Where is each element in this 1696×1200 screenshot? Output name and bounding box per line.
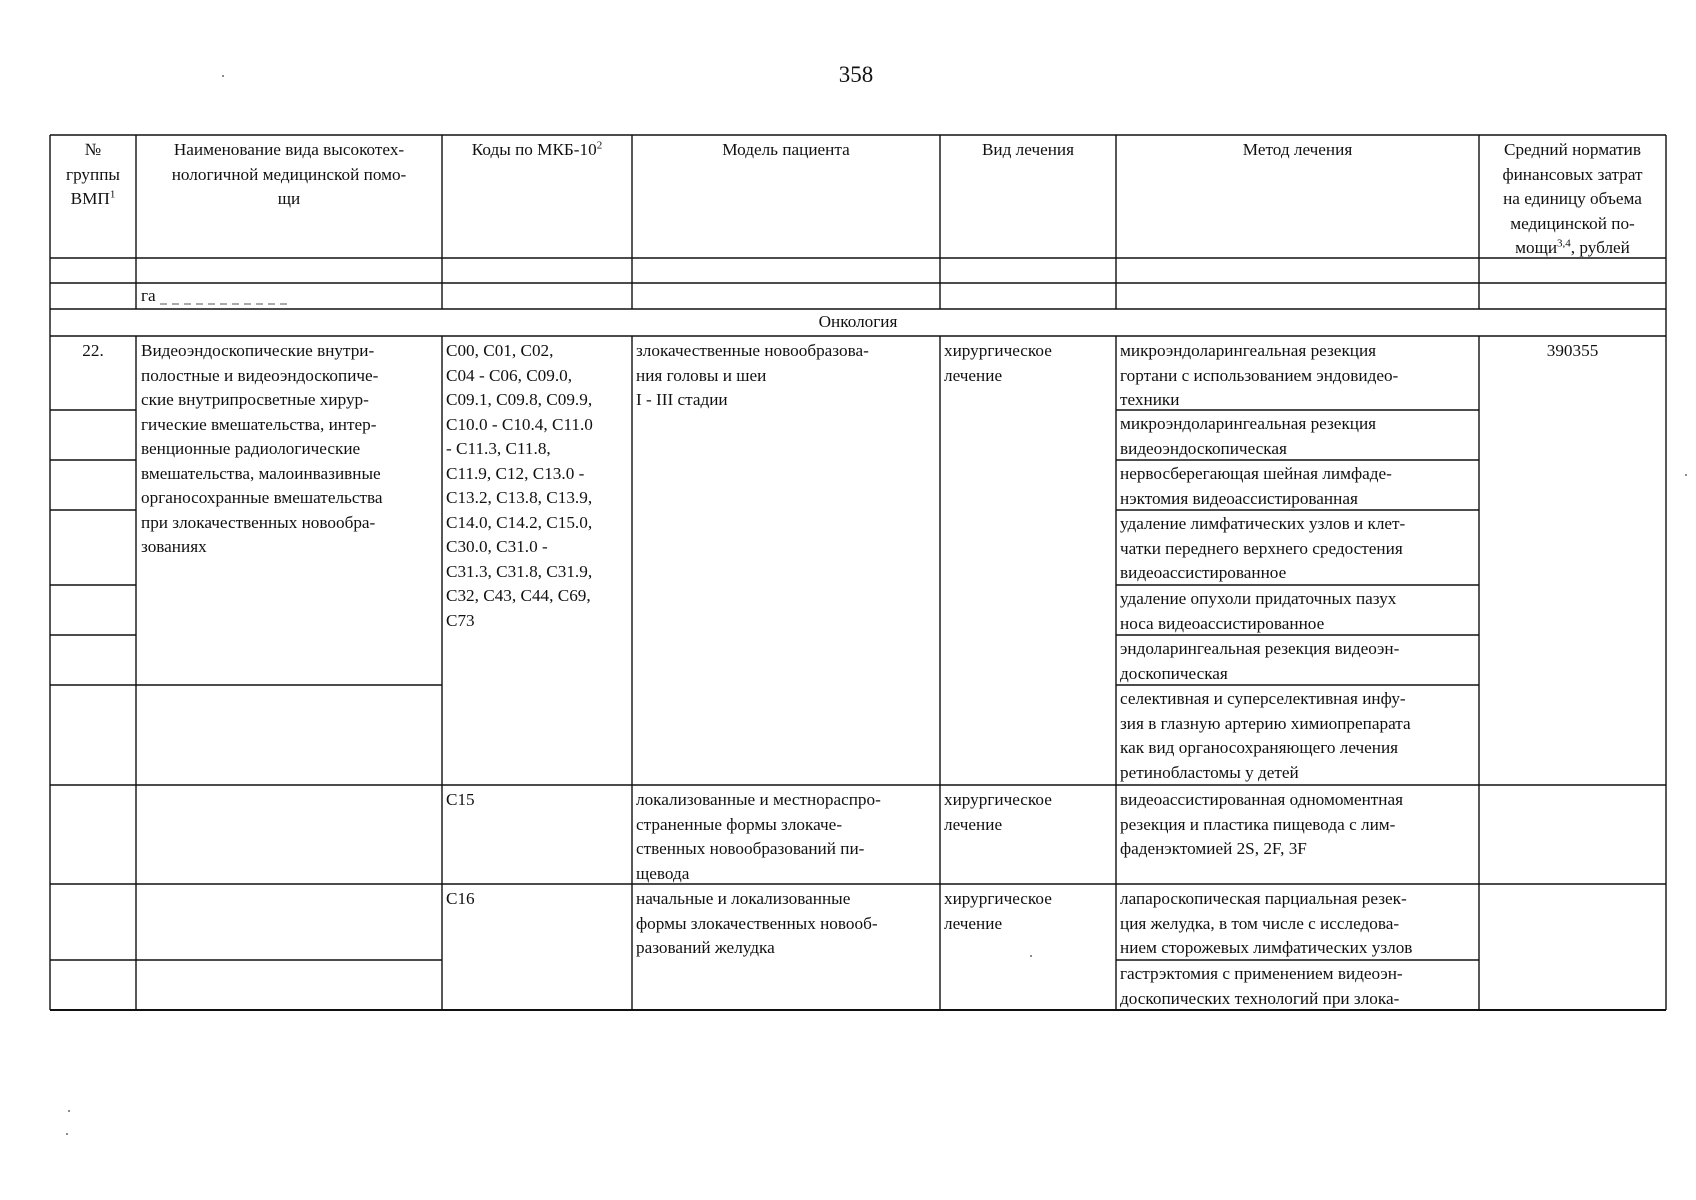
page-number: 358	[838, 62, 874, 87]
group-average-cost: 390355	[1546, 341, 1599, 360]
group-number: 22.	[82, 341, 104, 360]
patient-model: локализованные и местнораспро- страненные формы злокаче- ственных новообразований пи- щевода	[636, 790, 881, 883]
header-patient-model: Модель пациента	[722, 140, 850, 159]
group-care-name: Видеоэндоскопические внутри- полостные и видеоэндоскопиче- ские внутрипросветные хирур- гические вмешательства, интер- венционные радиологические вмешательства, малоинвазивные органосохранные вмешательства при злокачественных новообра- зованиях	[141, 341, 383, 556]
patient-model: начальные и локализованные формы злокачественных новооб- разований желудка	[636, 889, 878, 957]
header-group-number: № группы ВМП$^1$	[66, 140, 120, 208]
patient-model: злокачественные новообразова- ния головы и шеи I - III стадии	[636, 341, 869, 409]
treatment-method: микроэндоларингеальная резекция гортани с использованием эндовидео- техники	[1120, 341, 1399, 409]
treatment-method: нервосберегающая шейная лимфаде- нэктомия видеоассистированная	[1120, 464, 1392, 508]
header-treatment-method: Метод лечения	[1242, 140, 1353, 159]
scan-speck	[68, 1110, 70, 1112]
treatment-method: эндоларингеальная резекция видеоэн- доскопическая	[1120, 639, 1400, 683]
treatment-method: лапароскопическая парциальная резек- ция желудка, в том числе с исследова- нием сторожевых лимфатических узлов	[1120, 889, 1413, 957]
scan-speck	[222, 75, 224, 77]
section-title: Онкология	[818, 312, 898, 331]
treatment-method: селективная и суперселективная инфу- зия в глазную артерию химиопрепарата как вид органосохраняющего лечения ретинобластомы у детей	[1120, 689, 1411, 782]
treatment-method: видеоассистированная одномоментная резекция и пластика пищевода с лим- фаденэктомией 2S, 2F, 3F	[1120, 790, 1404, 858]
icd-codes: C16	[446, 889, 475, 908]
treatment-type: хирургическое лечение	[944, 889, 1052, 933]
treatment-method: удаление лимфатических узлов и клет- чатки переднего верхнего средостения видеоассистированное	[1120, 514, 1406, 582]
treatment-type: хирургическое лечение	[944, 790, 1052, 834]
icd-codes: C00, C01, C02, C04 - C06, C09.0, C09.1, C09.8, C09.9, C10.0 - C10.4, C11.0 - C11.3, C11.8, C11.9, C12, C13.0 - C13.2, C13.8, C13.9, C14.0, C14.2, C15.0, C30.0, C31.0 - C31.3, C31.8, C31.9, C32, C43, C44, C69, C73	[446, 341, 593, 630]
scan-speck	[1685, 474, 1687, 476]
header-icd-codes: Коды по МКБ-$10^2$	[471, 139, 603, 159]
header-average-cost: Средний норматив финансовых затрат на единицу объема медицинской по- мощи$^{3,4}$, рублей	[1502, 140, 1643, 257]
treatment-method: удаление опухоли придаточных пазух носа видеоассистированное	[1120, 589, 1397, 633]
scan-speck	[66, 1133, 68, 1135]
scan-speck	[1030, 955, 1032, 957]
fragment-text: га	[141, 286, 156, 305]
treatment-method: микроэндоларингеальная резекция видеоэндоскопическая	[1120, 414, 1377, 458]
treatment-method: гастрэктомия с применением видеоэн- доскопических технологий при злока-	[1120, 964, 1403, 1008]
header-care-name: Наименование вида высокотех- нологичной медицинской помо- щи	[171, 140, 407, 208]
icd-codes: C15	[446, 790, 475, 809]
treatment-type: хирургическое лечение	[944, 341, 1052, 385]
header-treatment-type: Вид лечения	[981, 140, 1075, 159]
